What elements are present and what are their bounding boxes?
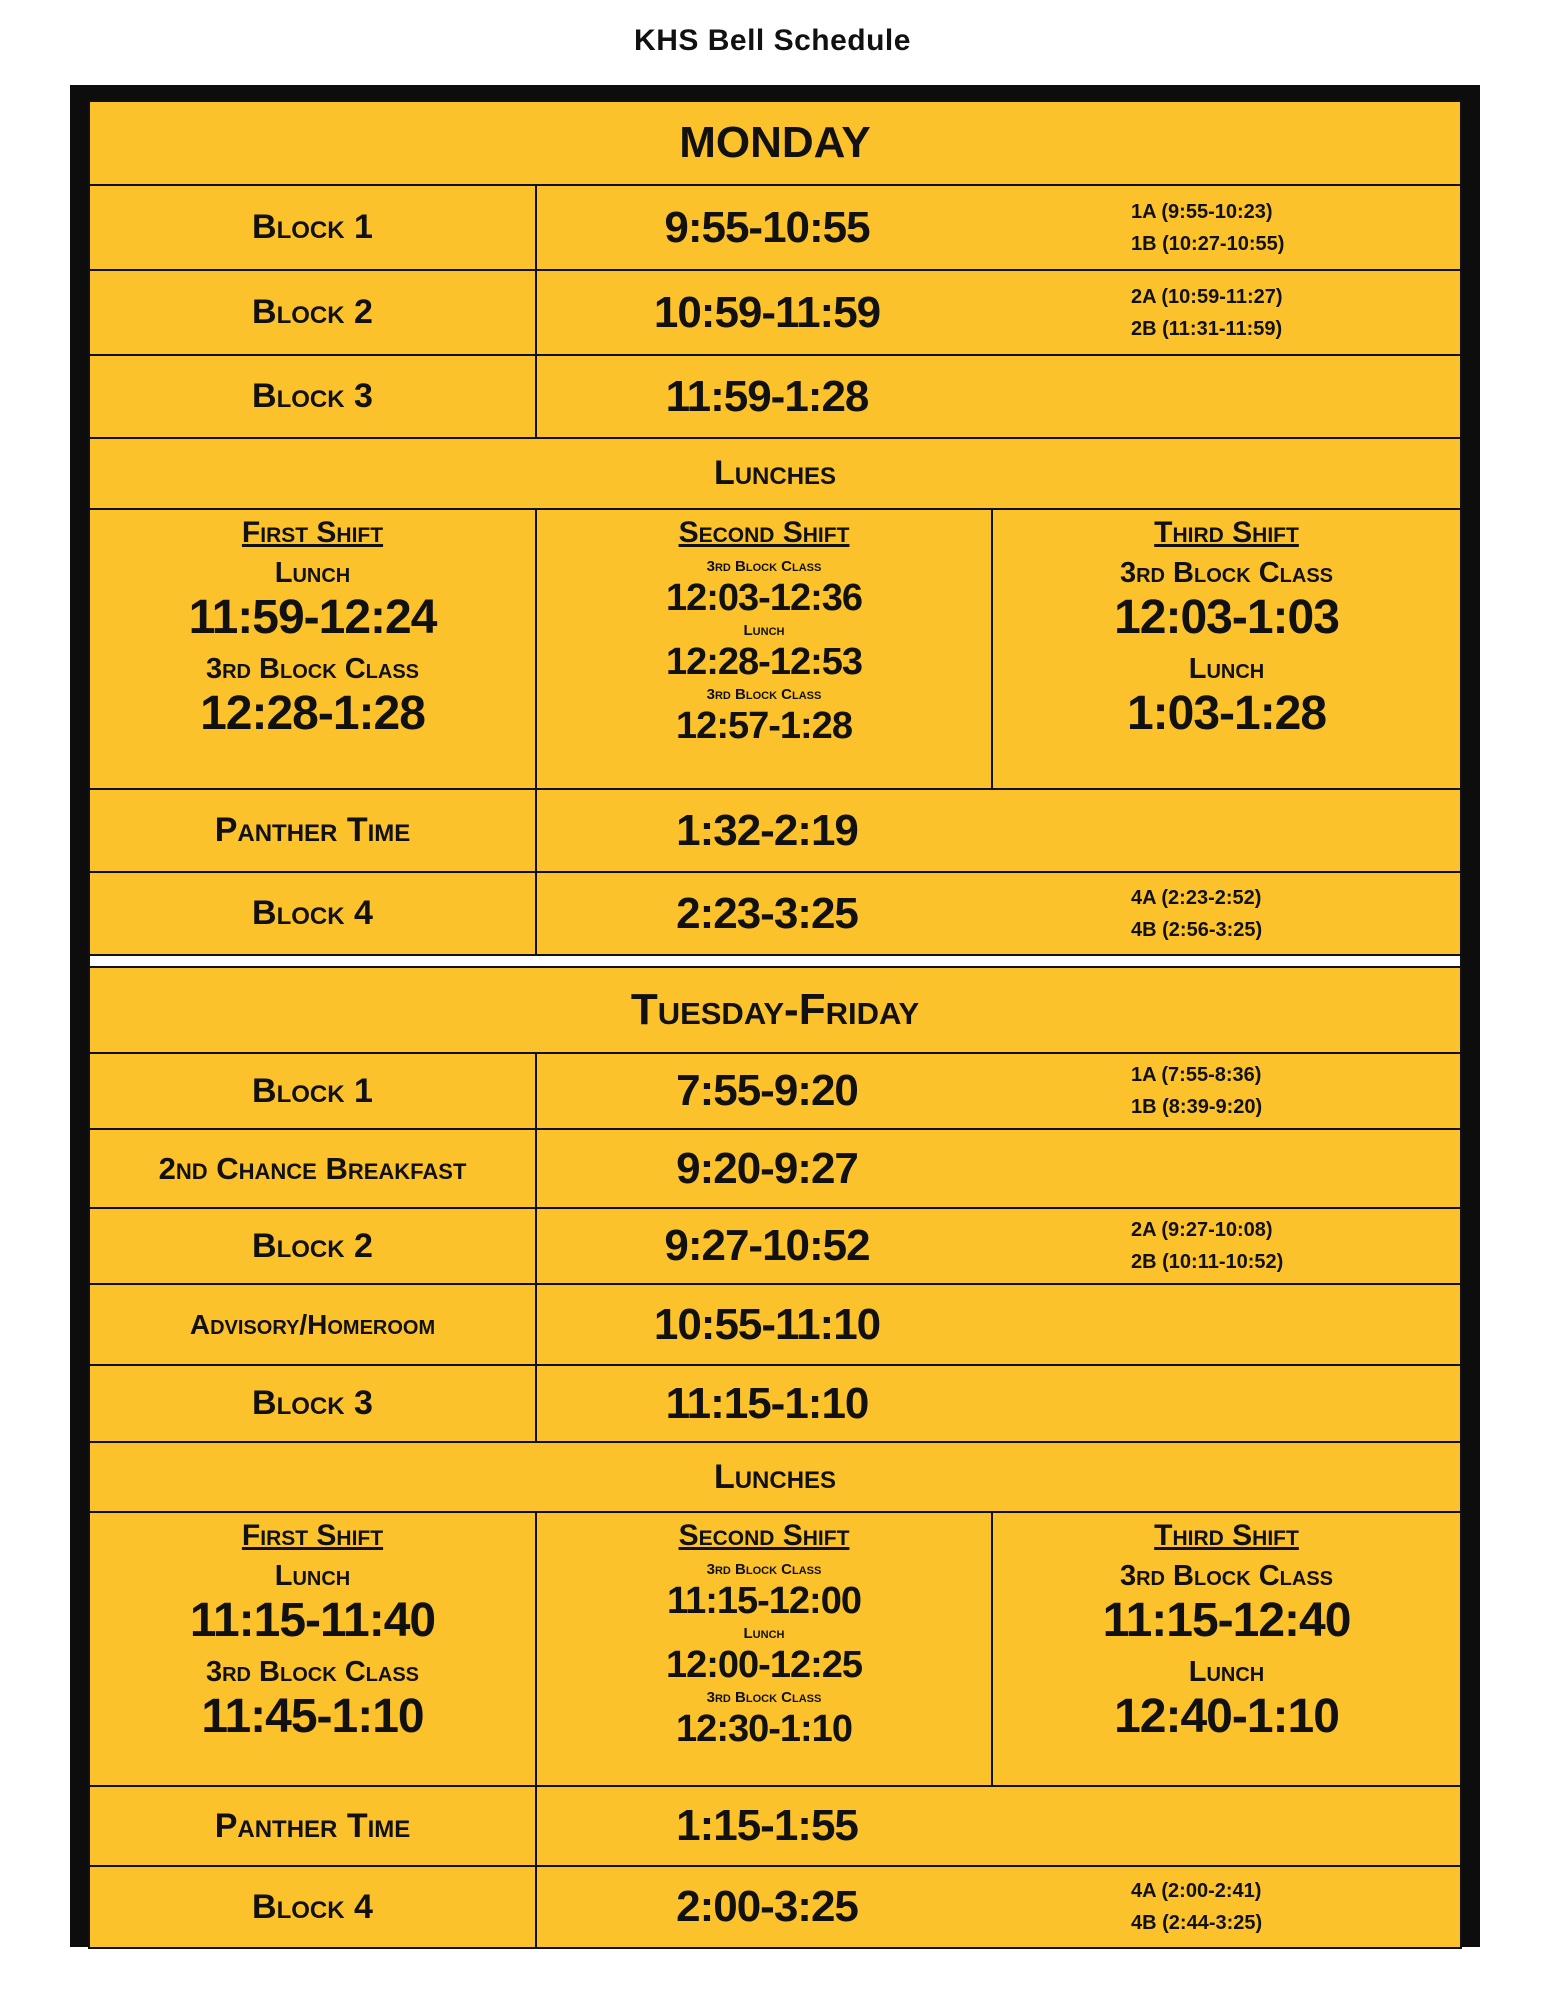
sub-block-list — [1131, 196, 1284, 260]
period-label: Block 3 — [90, 356, 537, 437]
schedule-table — [88, 100, 1462, 1949]
period-time: 9:27-10:52 — [664, 1221, 870, 1270]
lunch-shifts-row — [90, 510, 1460, 790]
period-label: Block 2 — [90, 271, 537, 354]
sub-block: 1B (8:39-9:20) — [1131, 1096, 1263, 1118]
period-label: Block 1 — [90, 1054, 537, 1128]
schedule-row — [90, 1054, 1460, 1130]
schedule-row — [90, 1366, 1460, 1443]
tuesday-friday-heading: Tuesday-Friday — [90, 968, 1460, 1054]
period-time-cell — [537, 1054, 1460, 1128]
shift-time: 11:15-11:40 — [189, 1594, 436, 1647]
period-label: Block 3 — [90, 1366, 537, 1441]
shift-time: 12:03-12:36 — [665, 577, 863, 619]
shift-time: 12:28-1:28 — [200, 687, 425, 740]
period-label: Panther Time — [90, 790, 537, 871]
shift-label: Lunch — [1188, 653, 1265, 685]
sub-block: 2A (9:27-10:08) — [1131, 1219, 1273, 1241]
schedule-row — [90, 186, 1460, 271]
shift-label: Lunch — [274, 1560, 351, 1592]
period-time: 11:15-1:10 — [665, 1378, 869, 1428]
shift-time: 12:57-1:28 — [676, 705, 852, 747]
period-time: 11:59-1:28 — [665, 371, 869, 421]
shift-time: 12:40-1:10 — [1114, 1690, 1339, 1743]
sub-block-list — [1131, 1214, 1283, 1278]
shift-title: First Shift — [241, 1519, 384, 1552]
first-shift — [90, 510, 537, 788]
shift-label: 3rd Block Class — [1119, 557, 1333, 589]
third-shift — [993, 1513, 1460, 1785]
shift-label: 3rd Block Class — [205, 1656, 419, 1688]
sub-block: 2B (11:31-11:59) — [1131, 317, 1283, 340]
sub-block-list — [1131, 1875, 1262, 1939]
period-time: 10:55-11:10 — [653, 1299, 881, 1349]
period-time: 2:23-3:25 — [676, 888, 858, 938]
shift-time: 11:59-12:24 — [188, 591, 437, 644]
sub-block-list — [1131, 882, 1262, 946]
schedule-row — [90, 356, 1460, 439]
sub-block: 4B (2:44-3:25) — [1131, 1912, 1263, 1934]
shift-time: 11:15-12:40 — [1102, 1594, 1351, 1647]
shift-title: Third Shift — [1154, 516, 1299, 549]
third-shift — [993, 510, 1460, 788]
shift-label: Lunch — [1188, 1656, 1265, 1688]
shift-title: Second Shift — [678, 1519, 850, 1552]
period-time: 7:55-9:20 — [676, 1066, 858, 1115]
period-time-cell — [537, 873, 1460, 954]
schedule-row — [90, 1209, 1460, 1285]
period-label: Panther Time — [90, 1787, 537, 1865]
period-time-cell — [537, 1209, 1460, 1283]
period-time-cell — [537, 1130, 1460, 1207]
schedule-row — [90, 790, 1460, 873]
shift-title: Second Shift — [678, 516, 850, 549]
monday-section — [88, 100, 1462, 956]
tuesday-friday-section — [88, 966, 1462, 1949]
schedule-row — [90, 271, 1460, 356]
sub-block-list — [1131, 1059, 1262, 1123]
period-time-cell — [537, 186, 1460, 269]
period-time-cell — [537, 1366, 1460, 1441]
section-divider — [88, 956, 1462, 966]
period-time-cell — [537, 1285, 1460, 1364]
period-label: Block 4 — [90, 1867, 537, 1947]
shift-time: 11:45-1:10 — [201, 1690, 424, 1743]
period-label: 2nd Chance Breakfast — [90, 1130, 537, 1207]
period-time: 9:20-9:27 — [676, 1143, 858, 1193]
period-time: 10:59-11:59 — [653, 287, 881, 337]
shift-label: 3rd Block Class — [1119, 1560, 1333, 1592]
shift-time: 1:03-1:28 — [1126, 687, 1327, 740]
schedule-frame — [70, 85, 1480, 1947]
sub-block: 1A (7:55-8:36) — [1131, 1064, 1262, 1086]
sub-block: 2A (10:59-11:27) — [1131, 285, 1283, 308]
period-label: Block 4 — [90, 873, 537, 954]
period-time-cell — [537, 790, 1460, 871]
first-shift — [90, 1513, 537, 1785]
shift-label: 3rd Block Class — [706, 558, 822, 575]
period-time: 1:15-1:55 — [676, 1801, 858, 1850]
period-time-cell — [537, 271, 1460, 354]
document-title: KHS Bell Schedule — [634, 24, 911, 57]
sub-block-list — [1131, 281, 1283, 345]
period-time: 1:32-2:19 — [676, 805, 858, 855]
schedule-row — [90, 1787, 1460, 1867]
period-time: 9:55-10:55 — [664, 202, 870, 252]
lunches-heading: Lunches — [90, 1443, 1460, 1513]
shift-title: Third Shift — [1154, 1519, 1299, 1552]
shift-time: 12:28-12:53 — [665, 641, 863, 683]
sub-block: 2B (10:11-10:52) — [1131, 1251, 1284, 1273]
sub-block: 4A (2:23-2:52) — [1131, 886, 1262, 909]
shift-label: 3rd Block Class — [706, 1561, 822, 1578]
shift-time: 12:00-12:25 — [665, 1644, 863, 1686]
period-label: Block 2 — [90, 1209, 537, 1283]
second-shift — [537, 510, 993, 788]
lunches-heading: Lunches — [90, 439, 1460, 510]
shift-time: 12:03-1:03 — [1114, 591, 1339, 644]
shift-label: Lunch — [274, 557, 351, 589]
period-time: 2:00-3:25 — [676, 1882, 858, 1931]
second-shift — [537, 1513, 993, 1785]
shift-time: 11:15-12:00 — [667, 1580, 861, 1622]
period-time-cell — [537, 1787, 1460, 1865]
shift-label: Lunch — [743, 1625, 785, 1642]
sub-block: 4A (2:00-2:41) — [1131, 1880, 1262, 1902]
shift-label: 3rd Block Class — [706, 686, 822, 703]
monday-heading: MONDAY — [90, 102, 1460, 186]
schedule-row — [90, 873, 1460, 954]
sub-block: 4B (2:56-3:25) — [1131, 918, 1263, 941]
period-label: Block 1 — [90, 186, 537, 269]
shift-label: 3rd Block Class — [205, 653, 419, 685]
schedule-row — [90, 1285, 1460, 1366]
period-time-cell — [537, 1867, 1460, 1947]
shift-label: Lunch — [743, 622, 785, 639]
schedule-row — [90, 1867, 1460, 1947]
period-time-cell — [537, 356, 1460, 437]
lunch-shifts-row — [90, 1513, 1460, 1787]
shift-label: 3rd Block Class — [706, 1689, 822, 1706]
schedule-row — [90, 1130, 1460, 1209]
period-label: Advisory/Homeroom — [90, 1285, 537, 1364]
shift-title: First Shift — [241, 516, 384, 549]
sub-block: 1A (9:55-10:23) — [1131, 200, 1273, 223]
sub-block: 1B (10:27-10:55) — [1131, 232, 1285, 255]
shift-time: 12:30-1:10 — [676, 1708, 852, 1750]
